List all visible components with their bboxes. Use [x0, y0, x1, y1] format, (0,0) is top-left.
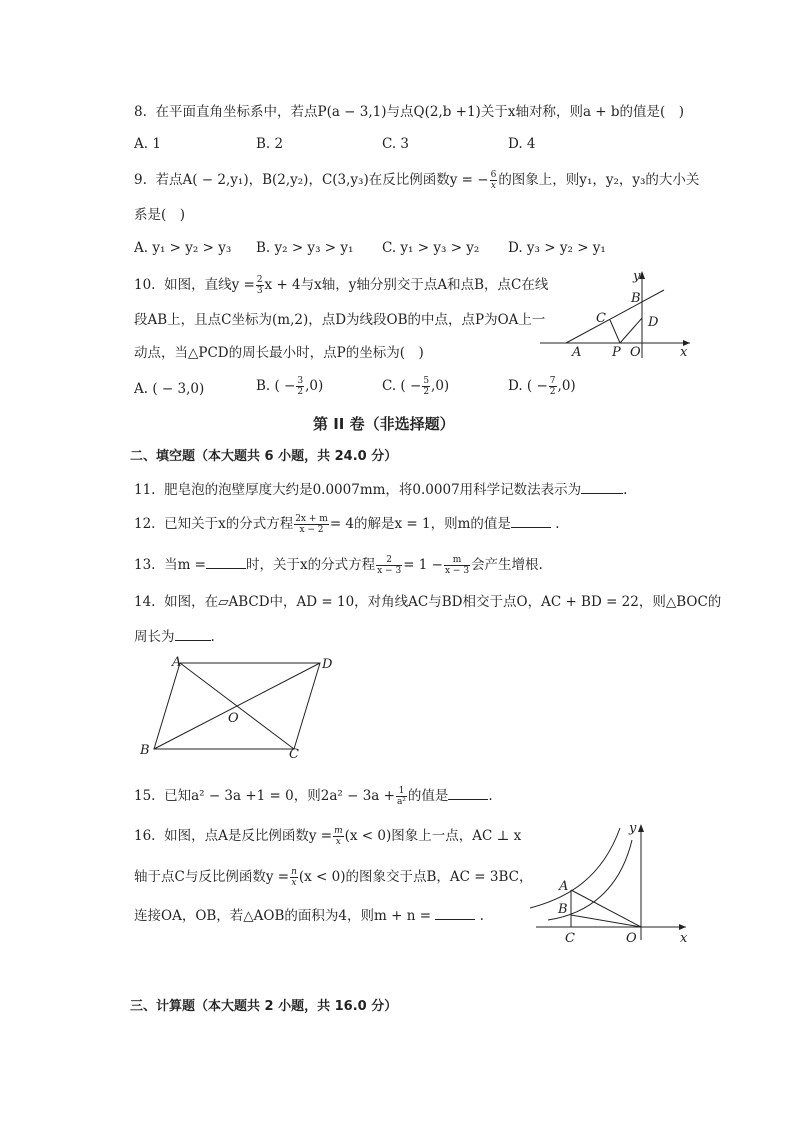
q10-option-c: C. ( − $\frac{5}{2}$ ,0) — [382, 376, 450, 397]
q10-option-b: B. ( − $\frac{3}{2}$ ,0) — [256, 376, 324, 397]
q10-label-o: O — [630, 345, 641, 360]
q8-stem — [134, 103, 684, 121]
q9-option-d: D. y₃ > y₂ > y₁ — [508, 240, 606, 256]
q14-diagonal-bd — [154, 663, 320, 749]
q10-figure — [540, 268, 700, 362]
q16-line3: 连接OA，OB，若△AOB的面积为4，则m + n = . — [134, 905, 484, 925]
q16-text-4: (x < 0)的图象交于点B，AC = 3BC， — [298, 869, 533, 885]
q14-text: 如图，在▱ABCD中，AD = 10，对角线AC与BD相交于点O，AC + BD = 22，则△BOC的 — [164, 594, 722, 610]
q14-figure — [136, 652, 346, 762]
q10-label-x: x — [680, 345, 688, 360]
q8-option-d: D. 4 — [508, 136, 536, 152]
q11-number: 11. — [134, 482, 156, 498]
q12-number: 12. — [134, 516, 156, 532]
q13-stem — [134, 554, 543, 576]
q13-text-3: = 1 − — [403, 557, 443, 573]
q13-text-2: 时，关于x的分式方程 — [245, 557, 376, 573]
q10-label-p: P — [612, 345, 621, 360]
q8-number: 8. — [134, 104, 147, 120]
q9-option-c: C. y₁ > y₃ > y₂ — [382, 240, 480, 256]
q13-text-1: 当m = — [164, 557, 206, 573]
q13-answer-blank[interactable] — [206, 554, 246, 569]
q11-stem: 11. 肥皂泡的泡壁厚度大约是0.0007mm，将0.0007用科学记数法表示为 . — [134, 479, 627, 499]
q10-label-b: B — [631, 291, 641, 306]
q12-text-1: 已知关于x的分式方程 — [164, 516, 294, 532]
q16-curve-m — [530, 828, 620, 908]
q13-fraction-2: $\frac{m}{x - 3}$ — [444, 555, 470, 576]
q13-number: 13. — [134, 557, 156, 573]
q8-option-c: C. 3 — [382, 136, 410, 152]
q10-line1 — [134, 275, 548, 296]
q8-text: 在平面直角坐标系中，若点P(a − 3,1)与点Q(2,b +1)关于x轴对称，则a + b的值是( ) — [155, 104, 685, 120]
q16-answer-blank[interactable] — [435, 905, 475, 920]
q14-answer-blank[interactable] — [175, 626, 211, 641]
q9-number: 9. — [134, 172, 147, 188]
q10-line2: 段AB上，且点C坐标为(m,2)，点D为线段OB的中点，点P为OA上一 — [134, 312, 546, 328]
q10-text-2: x + 4与x轴，y轴分别交于点A和点B，点C在线 — [264, 277, 549, 293]
part2-title: 第 II 卷（非选择题） — [313, 415, 455, 433]
section2-title: 二、填空题（本大题共 6 小题，共 24.0 分） — [130, 449, 398, 464]
q12-stem: 12. 已知关于x的分式方程 $\frac{2x + m}{x - 2}$ = 4的解是x = 1，则m的值是 . — [134, 514, 560, 535]
q9-option-b: B. y₂ > y₃ > y₁ — [256, 240, 354, 256]
q10-segment-cp — [610, 320, 620, 343]
q9-option-a: A. y₁ > y₂ > y₃ — [134, 240, 232, 256]
q9-text-2: 的图象上，则y₁，y₂，y₃的大小关 — [498, 172, 700, 188]
q16-label-y: y — [629, 821, 637, 836]
q8-option-b: B. 2 — [256, 136, 284, 152]
q15-answer-blank[interactable] — [448, 785, 488, 800]
q9-stem — [134, 170, 699, 191]
q16-number: 16. — [134, 828, 156, 844]
q16-figure — [528, 820, 700, 948]
q16-label-c: C — [565, 931, 575, 946]
q16-label-x: x — [680, 931, 688, 946]
q11-answer-blank[interactable] — [581, 479, 623, 494]
q12-fraction: $\frac{2x + m}{x - 2}$ — [295, 514, 328, 535]
q16-text-1: 如图，点A是反比例函数y = — [164, 828, 333, 844]
q10-label-a: A — [572, 345, 582, 360]
q16-text-2: (x < 0)图象上一点，AC ⊥ x — [344, 828, 522, 844]
q10-option-a: A. ( − 3,0) — [134, 381, 205, 397]
q16-fraction-1: $\frac{m}{x}$ — [334, 826, 343, 847]
q16-label-o: O — [626, 931, 637, 946]
q16-line2 — [134, 867, 532, 888]
q14-line2: 周长为 . — [134, 626, 215, 646]
q15-stem: 15. 已知a² − 3a +1 = 0，则2a² − 3a + $\frac{1}{\text{a²}}$ 的值是 . — [134, 786, 493, 807]
q16-text-3: 轴于点C与反比例函数y = — [134, 869, 290, 885]
q10-label-c: C — [596, 311, 606, 326]
q12-text-2: = 4的解是x = 1，则m的值是 — [329, 516, 511, 532]
q16-label-b: B — [558, 902, 568, 917]
section3-title: 三、计算题（本大题共 2 小题，共 16.0 分） — [130, 999, 398, 1014]
q16-y-arrow — [638, 824, 644, 832]
q14-line1 — [134, 593, 721, 611]
q10-option-d: D. ( − $\frac{7}{2}$ ,0) — [508, 376, 576, 397]
q14-label-o: O — [228, 711, 239, 726]
q16-text-5: 连接OA，OB，若△AOB的面积为4，则m + n = — [134, 908, 432, 924]
q16-x-arrow — [679, 924, 686, 930]
q15-fraction: $\frac{1}{\text{a²}}$ — [396, 786, 406, 807]
q12-answer-blank[interactable] — [511, 513, 551, 528]
q8-option-a: A. 1 — [134, 136, 161, 152]
q10-segment-pd — [620, 318, 642, 343]
q13-text-4: 会产生增根. — [471, 557, 543, 573]
q15-number: 15. — [134, 788, 156, 804]
q16-line1 — [134, 826, 521, 847]
q10-label-y: y — [633, 269, 641, 284]
q10-text-1: 如图，直线y = — [164, 277, 255, 293]
q14-number: 14. — [134, 594, 156, 610]
q11-text: 肥皂泡的泡壁厚度大约是0.0007mm，将0.0007用科学记数法表示为 — [164, 482, 582, 498]
q13-fraction-1: $\frac{2}{x - 3}$ — [377, 555, 402, 576]
q9-stem-line2: 系是( ) — [134, 207, 186, 223]
q14-label-d: D — [322, 657, 333, 672]
q10-number: 10. — [134, 277, 156, 293]
q14-label-a: A — [172, 655, 182, 670]
q10-fraction: $\frac{2}{3}$ — [256, 275, 263, 296]
q10-line3: 动点，当△PCD的周长最小时，点P的坐标为( ) — [134, 345, 424, 361]
q15-text-2: 的值是 — [407, 788, 449, 804]
q16-label-a: A — [559, 879, 569, 894]
q14-label-c: C — [289, 747, 299, 762]
q16-fraction-2: $\frac{n}{x}$ — [291, 867, 297, 888]
q9-text-1: 若点A( − 2,y₁)，B(2,y₂)，C(3,y₃)在反比例函数y = − — [155, 172, 489, 188]
q9-fraction: $\frac{6}{x}$ — [490, 170, 497, 191]
q15-text-1: 已知a² − 3a +1 = 0，则2a² − 3a + — [164, 788, 395, 804]
q10-label-d: D — [648, 315, 659, 330]
q14-label-b: B — [140, 743, 150, 758]
